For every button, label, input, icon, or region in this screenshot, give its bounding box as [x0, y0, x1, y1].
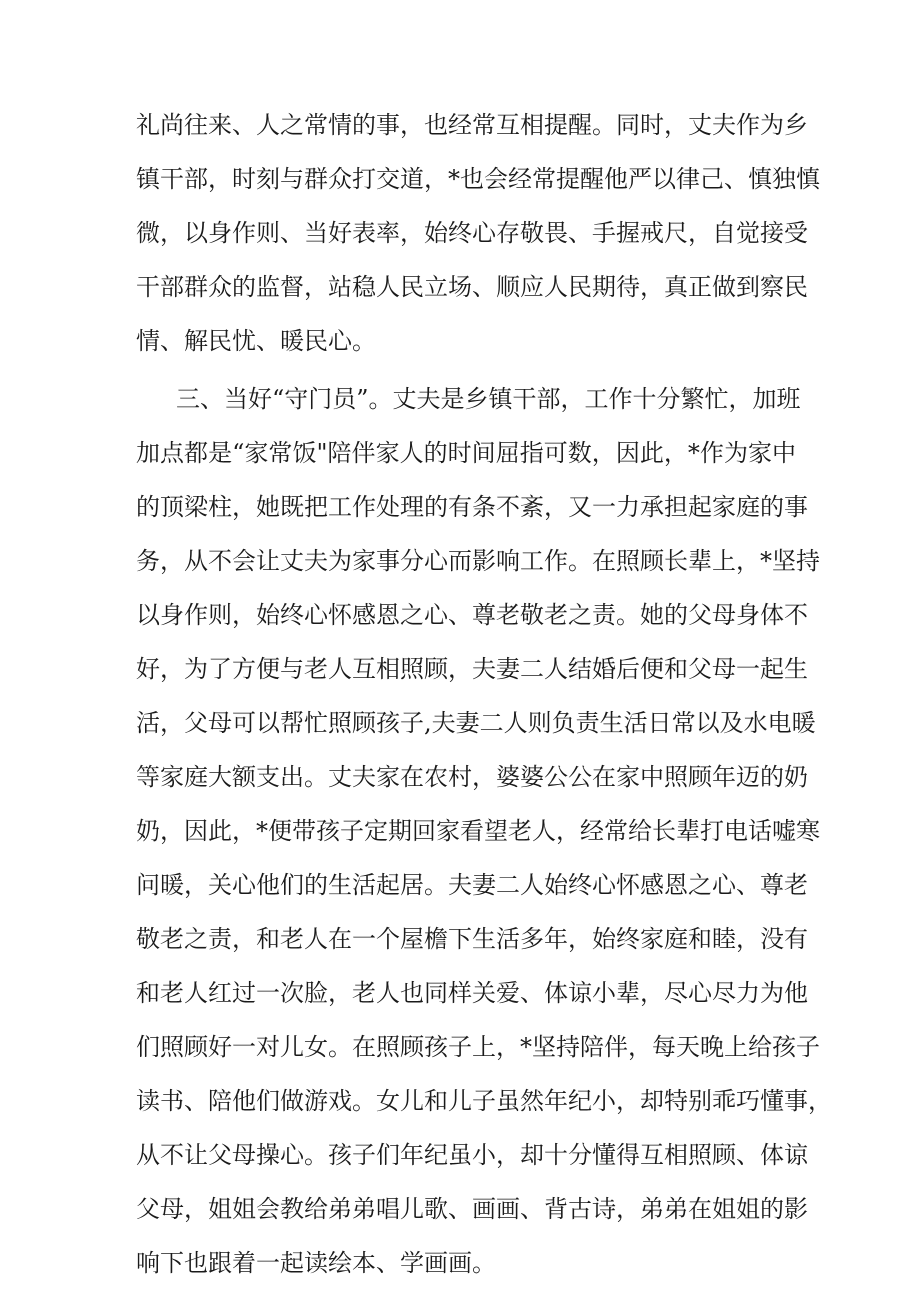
paragraph-line: 以身作则，始终心怀感恩之心、尊老敬老之责。她的父母身体不 — [136, 601, 808, 629]
paragraph-line: 父母，姐姐会教给弟弟唱儿歌、画画、背古诗，弟弟在姐姐的影 — [136, 1195, 808, 1223]
paragraph-line: 从不让父母操心。孩子们年纪虽小，却十分懂得互相照顾、体谅 — [136, 1141, 808, 1169]
paragraph-line: 问暖，关心他们的生活起居。夫妻二人始终心怀感恩之心、尊老 — [136, 871, 808, 899]
paragraph-line: 干部群众的监督，站稳人民立场、顺应人民期待，真正做到察民 — [136, 273, 808, 301]
paragraph-line: 礼尚往来、人之常情的事，也经常互相提醒。同时，丈夫作为乡 — [136, 111, 808, 139]
paragraph-line: 务，从不会让丈夫为家事分心而影响工作。在照顾长辈上，*坚持 — [136, 547, 820, 575]
paragraph-line: 活，父母可以帮忙照顾孩子,夫妻二人则负责生活日常以及水电暖 — [136, 709, 816, 737]
paragraph-line: 响下也跟着一起读绘本、学画画。 — [136, 1249, 496, 1277]
paragraph-line: 微，以身作则、当好表率，始终心存敬畏、手握戒尺，自觉接受 — [136, 219, 808, 247]
paragraph-line: 加点都是“家常饭"陪伴家人的时间屈指可数，因此，*作为家中 — [136, 439, 796, 467]
paragraph-line: 三、当好“守门员”。丈夫是乡镇干部，工作十分繁忙，加班 — [176, 385, 801, 413]
paragraph-line: 读书、陪他们做游戏。女儿和儿子虽然年纪小，却特别乖巧懂事， — [136, 1087, 832, 1115]
paragraph-line: 的顶梁柱，她既把工作处理的有条不紊，又一力承担起家庭的事 — [136, 493, 808, 521]
paragraph-line: 们照顾好一对儿女。在照顾孩子上，*坚持陪伴，每天晚上给孩子 — [136, 1033, 820, 1061]
paragraph-line: 敬老之责，和老人在一个屋檐下生活多年，始终家庭和睦，没有 — [136, 925, 808, 953]
paragraph-line: 奶，因此，*便带孩子定期回家看望老人，经常给长辈打电话嘘寒 — [136, 817, 820, 845]
paragraph-line: 等家庭大额支出。丈夫家在农村，婆婆公公在家中照顾年迈的奶 — [136, 763, 808, 791]
paragraph-line: 镇干部，时刻与群众打交道，*也会经常提醒他严以律己、慎独慎 — [136, 165, 820, 193]
paragraph-line: 和老人红过一次脸，老人也同样关爱、体谅小辈，尽心尽力为他 — [136, 979, 808, 1007]
paragraph-line: 情、解民忧、暖民心。 — [136, 327, 376, 355]
paragraph-line: 好，为了方便与老人互相照顾，夫妻二人结婚后便和父母一起生 — [136, 655, 808, 683]
